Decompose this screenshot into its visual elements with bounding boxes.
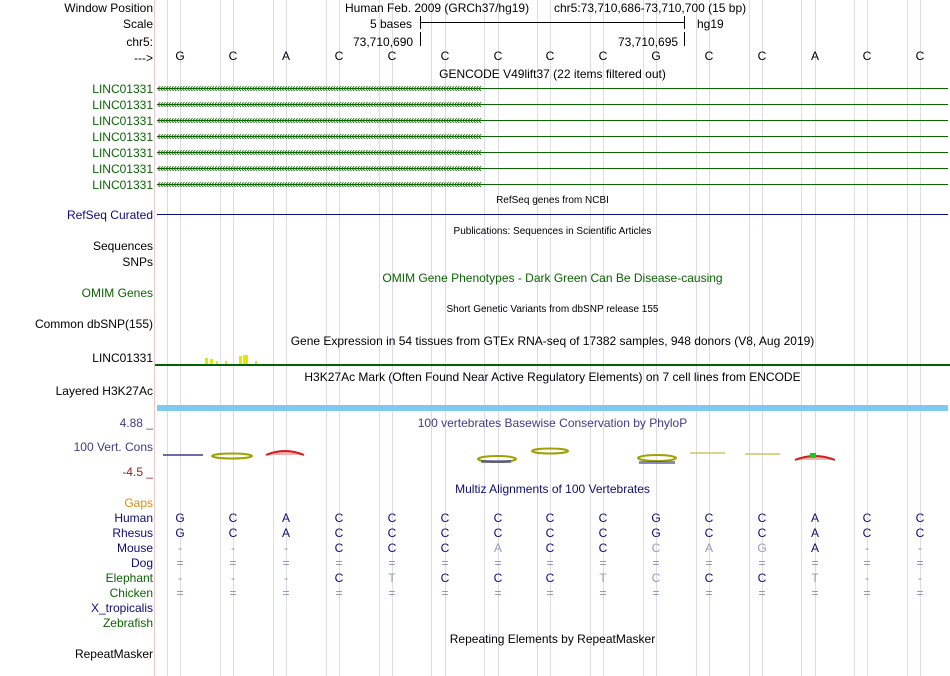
gtex-bar — [255, 361, 257, 364]
alignment-base: = — [599, 586, 607, 600]
alignment-base: C — [704, 571, 714, 585]
alignment-base: = — [916, 586, 924, 600]
alignment-base: = — [388, 556, 396, 570]
alignment-base: C — [545, 526, 555, 540]
alignment-base: C — [440, 541, 450, 555]
gtex-bar — [243, 355, 248, 364]
alignment-base: T — [811, 571, 819, 585]
gencode-item-label[interactable]: LINC01331 — [92, 98, 153, 112]
alignment-base: C — [598, 541, 608, 555]
scale-bar-right-tick — [684, 16, 685, 29]
alignment-base: = — [546, 556, 554, 570]
base-letter: C — [440, 49, 450, 63]
alignment-base: C — [704, 511, 714, 525]
gtex-bar — [239, 356, 242, 364]
alignment-base: T — [388, 571, 396, 585]
refseq-gene-line[interactable] — [157, 214, 948, 215]
strand-arrows: ‹‹‹‹‹‹‹‹‹‹‹‹‹‹‹‹‹‹‹‹‹‹‹‹‹‹‹‹‹‹‹‹‹‹‹‹‹‹‹‹‹‹‹‹‹‹‹‹‹‹‹‹‹‹‹‹‹‹‹‹‹‹‹‹‹‹‹‹‹‹‹‹‹‹‹‹‹‹‹‹‹‹‹‹‹‹‹‹‹‹‹‹‹‹‹‹‹‹‹‹‹‹‹‹‹‹‹‹‹‹‹‹‹‹‹‹‹‹‹‹ — [157, 81, 481, 95]
alignment-base: C — [757, 511, 767, 525]
base-letter: A — [810, 49, 819, 63]
phylop-mark — [481, 460, 511, 463]
alignment-base: = — [863, 586, 871, 600]
alignment-base: G — [651, 511, 661, 525]
alignment-base: = — [599, 556, 607, 570]
omim-label[interactable]: OMIM Genes — [81, 286, 153, 300]
species-label[interactable]: Elephant — [105, 571, 153, 585]
coord-right-tick — [684, 32, 685, 46]
alignment-base: = — [335, 556, 343, 570]
phylop-mark — [638, 455, 676, 461]
alignment-base: = — [652, 586, 660, 600]
alignment-base: C — [545, 541, 555, 555]
gtex-expression-plot[interactable] — [155, 348, 950, 370]
alignment-base: - — [865, 571, 869, 585]
alignment-base: = — [176, 556, 184, 570]
direction-label: ---> — [134, 51, 153, 65]
alignment-base: = — [441, 586, 449, 600]
strand-arrows: ‹‹‹‹‹‹‹‹‹‹‹‹‹‹‹‹‹‹‹‹‹‹‹‹‹‹‹‹‹‹‹‹‹‹‹‹‹‹‹‹‹‹‹‹‹‹‹‹‹‹‹‹‹‹‹‹‹‹‹‹‹‹‹‹‹‹‹‹‹‹‹‹‹‹‹‹‹‹‹‹‹‹‹‹‹‹‹‹‹‹‹‹‹‹‹‹‹‹‹‹‹‹‹‹‹‹‹‹‹‹‹‹‹‹‹‹‹‹‹‹ — [157, 161, 481, 175]
strand-arrows: ‹‹‹‹‹‹‹‹‹‹‹‹‹‹‹‹‹‹‹‹‹‹‹‹‹‹‹‹‹‹‹‹‹‹‹‹‹‹‹‹‹‹‹‹‹‹‹‹‹‹‹‹‹‹‹‹‹‹‹‹‹‹‹‹‹‹‹‹‹‹‹‹‹‹‹‹‹‹‹‹‹‹‹‹‹‹‹‹‹‹‹‹‹‹‹‹‹‹‹‹‹‹‹‹‹‹‹‹‹‹‹‹‹‹‹‹‹‹‹‹ — [157, 145, 481, 159]
alignment-base: = — [176, 586, 184, 600]
phylop-mark — [532, 449, 568, 454]
alignment-base: C — [757, 526, 767, 540]
gaps-label[interactable]: Gaps — [124, 496, 153, 510]
gencode-item-label[interactable]: LINC01331 — [92, 146, 153, 160]
alignment-base: C — [598, 526, 608, 540]
alignment-base: = — [546, 586, 554, 600]
gencode-item-label[interactable]: LINC01331 — [92, 130, 153, 144]
alignment-base: G — [757, 541, 767, 555]
alignment-base: = — [388, 586, 396, 600]
phylop-label[interactable]: 100 Vert. Cons — [73, 440, 153, 454]
alignment-base: C — [862, 526, 872, 540]
scale-db: hg19 — [697, 17, 724, 31]
alignment-base: C — [493, 511, 503, 525]
h3k27-signal[interactable] — [157, 405, 948, 411]
gencode-item-label[interactable]: LINC01331 — [92, 162, 153, 176]
base-letter: C — [757, 49, 767, 63]
alignment-base: = — [758, 556, 766, 570]
alignment-base: = — [916, 556, 924, 570]
base-letter: G — [651, 49, 661, 63]
scale-bar — [420, 22, 684, 23]
alignment-base: = — [229, 586, 237, 600]
alignment-base: = — [282, 586, 290, 600]
assembly-text: Human Feb. 2009 (GRCh37/hg19) — [345, 1, 530, 15]
phylop-mark — [810, 453, 816, 458]
coord-left-tick — [420, 32, 421, 46]
base-letter: G — [175, 49, 185, 63]
alignment-base: C — [334, 571, 344, 585]
window-position-label: Window Position — [64, 1, 153, 15]
base-letter: C — [387, 49, 397, 63]
base-letter: C — [228, 49, 238, 63]
alignment-base: = — [494, 586, 502, 600]
phylop-title[interactable]: 100 vertebrates Basewise Conservation by PhyloP — [417, 416, 688, 430]
gtex-title[interactable]: Gene Expression in 54 tissues from GTEx RNA-seq of 17382 samples, 948 donors (V8, Aug 2019) — [290, 334, 815, 348]
gencode-item-label[interactable]: LINC01331 — [92, 178, 153, 192]
h3k27-title[interactable]: H3K27Ac Mark (Often Found Near Active Regulatory Elements) on 7 cell lines from ENCODE — [304, 370, 801, 384]
alignment-base: A — [810, 511, 819, 525]
alignment-base: C — [440, 526, 450, 540]
coord-right: 73,710,695 — [618, 35, 679, 49]
alignment-base: G — [175, 526, 185, 540]
phylop-max: 4.88 _ — [119, 416, 153, 430]
alignment-base: C — [493, 571, 503, 585]
species-label[interactable]: Rhesus — [112, 526, 153, 540]
alignment-base: - — [178, 541, 182, 555]
snps-label[interactable]: SNPs — [122, 255, 153, 269]
alignment-base: A — [493, 541, 502, 555]
species-label[interactable]: Human — [114, 511, 153, 525]
alignment-base: C — [440, 511, 450, 525]
alignment-base: = — [758, 586, 766, 600]
alignment-base: - — [918, 541, 922, 555]
alignment-base: G — [651, 526, 661, 540]
alignment-base: = — [652, 556, 660, 570]
alignment-base: = — [811, 586, 819, 600]
phylop-mark — [212, 454, 252, 459]
alignment-base: - — [865, 541, 869, 555]
alignment-base: C — [915, 511, 925, 525]
refseq-title[interactable]: RefSeq genes from NCBI — [496, 195, 609, 206]
alignment-base: = — [229, 556, 237, 570]
alignment-base: - — [178, 571, 182, 585]
alignment-base: C — [757, 571, 767, 585]
alignment-base: - — [231, 571, 235, 585]
repeat-label[interactable]: RepeatMasker — [74, 647, 153, 661]
dbsnp-title[interactable]: Short Genetic Variants from dbSNP release 155 — [446, 304, 659, 315]
gencode-title[interactable]: GENCODE V49lift37 (22 items filtered out) — [439, 67, 666, 81]
alignment-base: G — [175, 511, 185, 525]
phylop-glyphs[interactable] — [155, 440, 950, 470]
alignment-base: A — [281, 526, 290, 540]
refseq-label[interactable]: RefSeq Curated — [66, 208, 153, 222]
species-label[interactable]: X_tropicalis — [90, 601, 153, 615]
alignment-base: - — [284, 571, 288, 585]
alignment-base: A — [810, 526, 819, 540]
alignment-base: C — [334, 526, 344, 540]
gencode-item-label[interactable]: LINC01331 — [92, 114, 153, 128]
scale-text: 5 bases — [370, 17, 413, 31]
alignment-base: C — [651, 571, 661, 585]
alignment-base: C — [387, 541, 397, 555]
phylop-min: -4.5 _ — [122, 465, 153, 479]
alignment-base: = — [335, 586, 343, 600]
alignment-base: C — [440, 571, 450, 585]
alignment-base: C — [387, 511, 397, 525]
alignment-base: - — [231, 541, 235, 555]
base-letter: C — [493, 49, 503, 63]
gtex-bar — [225, 361, 227, 364]
base-letter: A — [281, 49, 290, 63]
alignment-base: A — [281, 511, 290, 525]
gtex-bar — [210, 359, 213, 364]
alignment-base: C — [915, 526, 925, 540]
alignment-base: = — [863, 556, 871, 570]
alignment-base: = — [705, 556, 713, 570]
dbsnp-label[interactable]: Common dbSNP(155) — [34, 317, 153, 331]
alignment-base: C — [545, 571, 555, 585]
omim-title[interactable]: OMIM Gene Phenotypes - Dark Green Can Be Disease-causing — [382, 271, 723, 285]
label-separator — [154, 0, 155, 676]
alignment-base: C — [493, 526, 503, 540]
h3k27-label[interactable]: Layered H3K27Ac — [55, 384, 153, 398]
alignment-base: C — [598, 511, 608, 525]
alignment-base: = — [811, 556, 819, 570]
species-label[interactable]: Zebrafish — [102, 616, 153, 630]
alignment-base: - — [284, 541, 288, 555]
position-text: chr5:73,710,686-73,710,700 (15 bp) — [554, 1, 747, 15]
gtex-bar — [205, 358, 208, 364]
alignment-base: = — [494, 556, 502, 570]
alignment-base: = — [282, 556, 290, 570]
repeat-title[interactable]: Repeating Elements by RepeatMasker — [449, 632, 656, 646]
base-letter: C — [334, 49, 344, 63]
alignment-base: C — [334, 511, 344, 525]
phylop-mark — [639, 461, 675, 464]
base-letter: C — [915, 49, 925, 63]
strand-arrows: ‹‹‹‹‹‹‹‹‹‹‹‹‹‹‹‹‹‹‹‹‹‹‹‹‹‹‹‹‹‹‹‹‹‹‹‹‹‹‹‹‹‹‹‹‹‹‹‹‹‹‹‹‹‹‹‹‹‹‹‹‹‹‹‹‹‹‹‹‹‹‹‹‹‹‹‹‹‹‹‹‹‹‹‹‹‹‹‹‹‹‹‹‹‹‹‹‹‹‹‹‹‹‹‹‹‹‹‹‹‹‹‹‹‹‹‹‹‹‹‹ — [157, 113, 481, 127]
alignment-base: - — [918, 571, 922, 585]
alignment-base: C — [334, 541, 344, 555]
phylop-mark — [266, 451, 304, 455]
alignment-base: = — [441, 556, 449, 570]
gtex-bar — [216, 361, 218, 364]
gtex-gene-line — [155, 364, 950, 366]
scale-label: Scale — [122, 17, 153, 31]
publications-title[interactable]: Publications: Sequences in Scientific Articles — [453, 226, 652, 237]
alignment-base: A — [704, 541, 713, 555]
alignment-base: C — [228, 511, 238, 525]
alignment-base: C — [651, 541, 661, 555]
strand-arrows: ‹‹‹‹‹‹‹‹‹‹‹‹‹‹‹‹‹‹‹‹‹‹‹‹‹‹‹‹‹‹‹‹‹‹‹‹‹‹‹‹‹‹‹‹‹‹‹‹‹‹‹‹‹‹‹‹‹‹‹‹‹‹‹‹‹‹‹‹‹‹‹‹‹‹‹‹‹‹‹‹‹‹‹‹‹‹‹‹‹‹‹‹‹‹‹‹‹‹‹‹‹‹‹‹‹‹‹‹‹‹‹‹‹‹‹‹‹‹‹‹ — [157, 129, 481, 143]
alignment-base: C — [387, 526, 397, 540]
species-label[interactable]: Mouse — [116, 541, 153, 555]
base-letter: C — [862, 49, 872, 63]
alignment-base: A — [810, 541, 819, 555]
alignment-base: C — [862, 511, 872, 525]
alignment-base: T — [599, 571, 607, 585]
base-letter: C — [598, 49, 608, 63]
chr-label: chr5: — [126, 35, 153, 49]
strand-arrows: ‹‹‹‹‹‹‹‹‹‹‹‹‹‹‹‹‹‹‹‹‹‹‹‹‹‹‹‹‹‹‹‹‹‹‹‹‹‹‹‹‹‹‹‹‹‹‹‹‹‹‹‹‹‹‹‹‹‹‹‹‹‹‹‹‹‹‹‹‹‹‹‹‹‹‹‹‹‹‹‹‹‹‹‹‹‹‹‹‹‹‹‹‹‹‹‹‹‹‹‹‹‹‹‹‹‹‹‹‹‹‹‹‹‹‹‹‹‹‹‹ — [157, 177, 481, 191]
base-letter: C — [545, 49, 555, 63]
alignment-base: = — [705, 586, 713, 600]
species-label[interactable]: Dog — [130, 556, 153, 570]
coord-left: 73,710,690 — [353, 35, 414, 49]
strand-arrows: ‹‹‹‹‹‹‹‹‹‹‹‹‹‹‹‹‹‹‹‹‹‹‹‹‹‹‹‹‹‹‹‹‹‹‹‹‹‹‹‹‹‹‹‹‹‹‹‹‹‹‹‹‹‹‹‹‹‹‹‹‹‹‹‹‹‹‹‹‹‹‹‹‹‹‹‹‹‹‹‹‹‹‹‹‹‹‹‹‹‹‹‹‹‹‹‹‹‹‹‹‹‹‹‹‹‹‹‹‹‹‹‹‹‹‹‹‹‹‹‹ — [157, 97, 481, 111]
alignment-base: C — [545, 511, 555, 525]
alignment-base: C — [704, 526, 714, 540]
gtex-label[interactable]: LINC01331 — [92, 351, 153, 365]
gencode-item-label[interactable]: LINC01331 — [92, 82, 153, 96]
species-label[interactable]: Chicken — [109, 586, 153, 600]
sequences-label[interactable]: Sequences — [92, 239, 153, 253]
multiz-title[interactable]: Multiz Alignments of 100 Vertebrates — [455, 482, 650, 496]
base-letter: C — [704, 49, 714, 63]
alignment-base: C — [228, 526, 238, 540]
